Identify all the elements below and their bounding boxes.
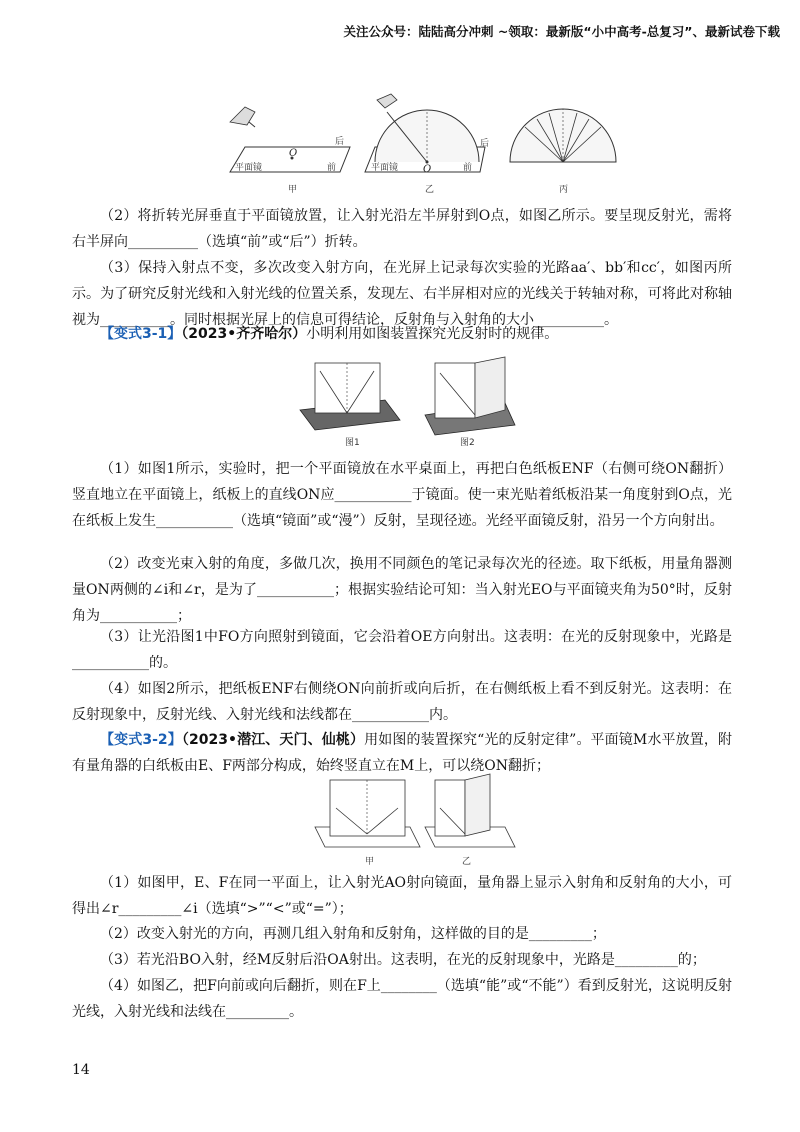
caption-fig2: 图2 [460, 438, 475, 448]
caption-jia: 甲 [288, 185, 298, 195]
label-mirror2: 平面镜 [371, 163, 399, 173]
label-o2: O [423, 164, 432, 175]
caption-yi-2: 乙 [462, 857, 472, 867]
label-front2: 前 [463, 163, 473, 173]
variant-3-1-q3: （3）让光沿图1中FO方向照射到镜面，它会沿着OE方向射出。这表明：在光的反射现象中，光路是___________的。 [72, 629, 732, 671]
label-back1: 后 [335, 137, 345, 147]
variant-3-2-q2: （2）改变入射光的方向，再测几组入射角和反射角，这样做的目的是_________； [100, 926, 606, 942]
figure-variant-3-1 [290, 355, 520, 453]
panel-jia-2 [315, 780, 420, 847]
variant-3-1-stem [72, 321, 732, 347]
panel-bing [510, 109, 616, 162]
variant-3-1-q1: （1）如图1所示，实验时，把一个平面镜放在水平桌面上，再把白色纸板ENF（右侧可绕ON翻折）竖直地立在平面镜上，纸板上的直线ON应___________于镜面。使一束光贴着纸板沿某一角度射到O点，光在纸板上发生___________（选填“镜面”或“漫”）反射，呈现径迹。光经平面镜反射，沿另一个方向射出。 [72, 461, 732, 529]
variant-3-1-q4: （4）如图2所示，把纸板ENF右侧绕ON向前折或向后折，在右侧纸板上看不到反射光。这表明：在反射现象中，反射光线、入射光线和法线都在___________内。 [72, 681, 732, 723]
page-number: 14 [72, 1062, 90, 1078]
variant-tag: 【变式3-1】 [100, 326, 182, 342]
variant-3-2-q4: （4）如图乙，把F向前或向后翻折，则在F上________（选填“能”或“不能”）看到反射光，这说明反射光线，入射光线和法线在_________。 [72, 978, 732, 1020]
page-header: 关注公众号：陆陆高分冲刺 ~领取：最新版“小中高考-总复习”、最新试卷下载 [343, 24, 780, 39]
variant-source: （2023•齐齐哈尔） [181, 326, 307, 342]
label-front1: 前 [327, 163, 337, 173]
variant-3-1-q2: （2）改变光束入射的角度，多做几次，换用不同颜色的笔记录每次光的径迹。取下纸板，用量角器测量ON两侧的∠i和∠r，是为了___________；根据实验结论可知：当入射光EO与平面镜夹角为50°时，反射角为___________； [72, 556, 732, 624]
figure-reflection-apparatus [225, 92, 625, 202]
label-back2: 后 [480, 139, 490, 149]
label-mirror1: 平面镜 [235, 163, 263, 173]
caption-bing: 丙 [559, 185, 569, 195]
variant-3-2-q3: （3）若光沿BO入射，经M反射后沿OA射出。这表明，在光的反射现象中，光路是_________的； [100, 952, 706, 968]
variant-tag: 【变式3-2】 [100, 732, 182, 748]
label-o1: O [289, 148, 298, 159]
variant-source: （2023•潜江、天门、仙桃） [181, 732, 365, 748]
question-3: （3）保持入射点不变，多次改变入射方向，在光屏上记录每次实验的光路aa′、bb′和cc′，如图丙所示。为了研究反射光线和入射光线的位置关系，发现左、右半屏相对应的光线关于转轴对称，可将此对称轴视为__________。同时根据光屏上的信息可得结论，反射角与入射角的大小__________。 [72, 260, 732, 328]
panel-fig2 [425, 357, 515, 435]
question-2: （2）将折转光屏垂直于平面镜放置，让入射光沿左半屏射到O点，如图乙所示。要呈现反射光，需将右半屏向__________（选填“前”或“后”）折转。 [72, 208, 732, 250]
variant-stem-text: 小明利用如图装置探究光反射时的规律。 [306, 326, 559, 342]
caption-yi: 乙 [425, 185, 435, 195]
variant-stem-text: 用如图的装置探究“光的反射定律”。平面镜M水平放置，附有量角器的白纸板由E、F两部分构成，始终竖直立在M上，可以绕ON翻折； [72, 732, 732, 774]
figure-variant-3-2 [310, 772, 520, 870]
panel-yi-2 [425, 774, 515, 847]
variant-3-2-q1: （1）如图甲，E、F在同一平面上，让入射光AO射向镜面，量角器上显示入射角和反射角的大小，可得出∠r_________∠i（选填“>”“<”或“=”）； [72, 875, 732, 917]
caption-fig1: 图1 [345, 438, 360, 448]
caption-jia-2: 甲 [365, 857, 375, 867]
panel-yi [365, 94, 485, 172]
panel-fig1 [300, 363, 400, 430]
